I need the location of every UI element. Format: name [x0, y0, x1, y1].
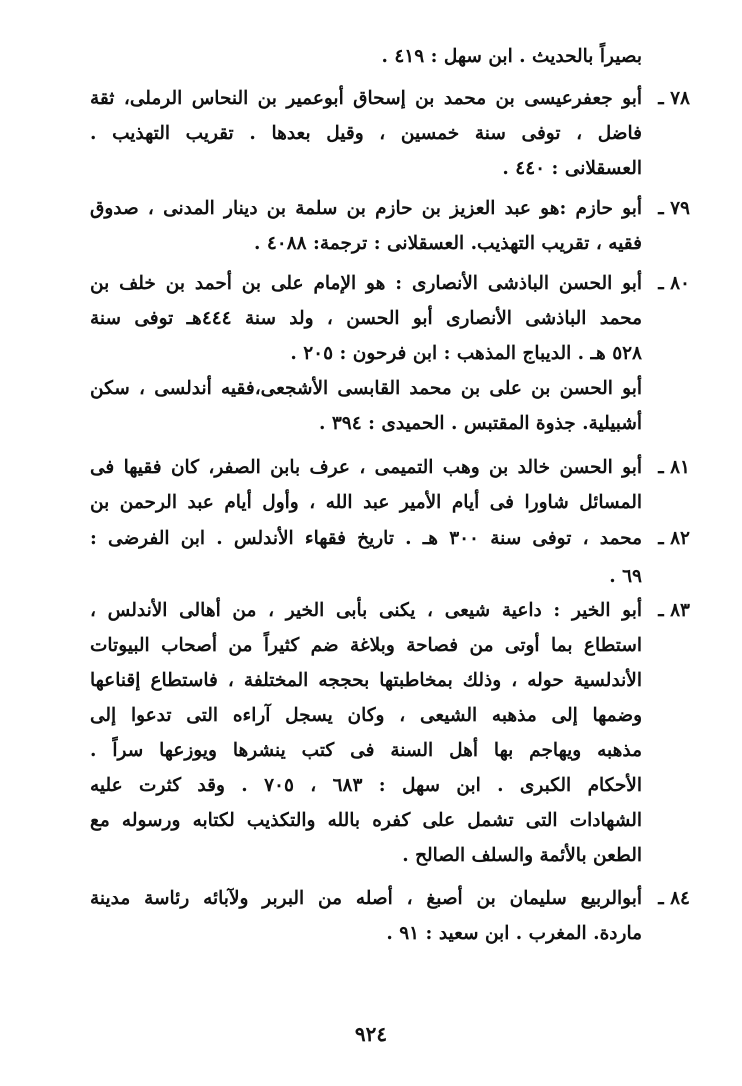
entry-number: ٧٨ ـ [658, 88, 690, 109]
entry-text-line: مذهبه ويهاجم بها أهل السنة فى كتب ينشرها ويوزعها سراً . [90, 740, 642, 761]
entry-text-line: فاضل ، توفى سنة خمسين ، وقيل بعدها . تقريب التهذيب . [90, 123, 642, 144]
entry-number: ٨١ ـ [658, 457, 690, 478]
entry-text-line: الأحكام الكبرى . ابن سهل : ٦٨٣ ، ٧٠٥ . وقد كثرت عليه [90, 775, 642, 796]
entry-text-line: ماردة. المغرب . ابن سعيد : ٩١ . [386, 923, 642, 944]
list-item [0, 451, 742, 485]
entry-text-line: أبو الخير : داعية شيعى ، يكنى بأبى الخير ، من أهالى الأندلس ، [90, 600, 642, 621]
entry-text-line: أبو جعفرعيسى بن محمد بن إسحاق أبوعمير بن النحاس الرملى، ثقة [90, 88, 642, 109]
entry-text-line: وضمها إلى مذهبه الشيعى ، وكان يسجل آراءه التى تدعوا إلى [90, 705, 642, 726]
entry-text-line: الشهادات التى تشمل على كفره بالله والتكذيب لكتابه ورسوله مع [90, 810, 642, 831]
entry-number: ٨٢ ـ [658, 528, 690, 549]
entry-text-line: أبو حازم :هو عبد العزيز بن حازم بن سلمة بن دينار المدنى ، صدوق [90, 198, 642, 219]
list-item [0, 152, 742, 186]
list-item [0, 629, 742, 663]
entry-text-line: محمد ، توفى سنة ٣٠٠ هـ . تاريخ فقهاء الأندلس . ابن الفرضى : [90, 528, 643, 549]
entry-text-line: أبوالربيع سليمان بن أصبغ ، أصله من البربر ولآبائه رئاسة مدينة [90, 888, 642, 909]
entry-text-line: أبو الحسن الباذشى الأنصارى : هو الإمام على بن أحمد بن خلف بن [90, 273, 642, 294]
entry-text-line: استطاع بما أوتى من فصاحة وبلاغة ضم كثيراً من أصحاب البيوتات [90, 635, 642, 656]
entry-text-line: أبو الحسن بن على بن محمد القابسى الأشجعى،فقيه أندلسى ، سكن [90, 378, 642, 399]
entry-text-line: أشبيلية. جذوة المقتبس . الحميدى : ٣٩٤ . [318, 413, 642, 434]
list-item [0, 267, 742, 301]
list-item [0, 594, 742, 628]
entry-text-line: الأندلسية حوله ، وذلك بمخاطبتها بحججه المختلفة ، فاستطاع إقناعها [90, 670, 642, 691]
list-item [0, 82, 742, 116]
list-item [0, 664, 742, 698]
list-item [0, 804, 742, 838]
list-item [0, 522, 742, 556]
entry-text-line: الطعن بالأئمة والسلف الصالح . [402, 845, 642, 866]
entry-text-line: ٥٢٨ هـ . الديباج المذهب : ابن فرحون : ٢٠٥ . [290, 343, 642, 364]
list-item [0, 917, 742, 951]
list-item [0, 302, 742, 336]
list-item [0, 192, 742, 226]
list-item [0, 40, 742, 74]
list-item [0, 560, 742, 594]
entry-text-line: المسائل شاورا فى أيام الأمير عبد الله ، وأول أيام عبد الرحمن بن [90, 492, 642, 513]
entry-text-line: بصيراً بالحديث . ابن سهل : ٤١٩ . [381, 46, 642, 67]
list-item [0, 486, 742, 520]
list-item [0, 882, 742, 916]
list-item [0, 734, 742, 768]
entry-number: ٨٠ ـ [658, 273, 690, 294]
entry-text-line: أبو الحسن خالد بن وهب التميمى ، عرف بابن الصفر، كان فقيها فى [90, 457, 642, 478]
list-item [0, 699, 742, 733]
entry-text-line: ٦٩ . [609, 566, 642, 587]
entry-text-line: فقيه ، تقريب التهذيب. العسقلانى : ترجمة: ٤٠٨٨ . [253, 233, 642, 254]
list-item [0, 407, 742, 441]
list-item [0, 117, 742, 151]
entry-number: ٧٩ ـ [658, 198, 690, 219]
list-item [0, 337, 742, 371]
entry-number: ٨٣ ـ [658, 600, 690, 621]
list-item [0, 227, 742, 261]
list-item [0, 769, 742, 803]
entry-number: ٨٤ ـ [658, 888, 690, 909]
list-item [0, 839, 742, 873]
page-number: ٩٢٤ [354, 1022, 388, 1046]
entry-text-line: العسقلانى : ٤٤٠ . [502, 158, 642, 179]
entry-text-line: محمد الباذشى الأنصارى أبو الحسن ، ولد سنة ٤٤٤هـ توفى سنة [90, 308, 643, 329]
list-item [0, 372, 742, 406]
